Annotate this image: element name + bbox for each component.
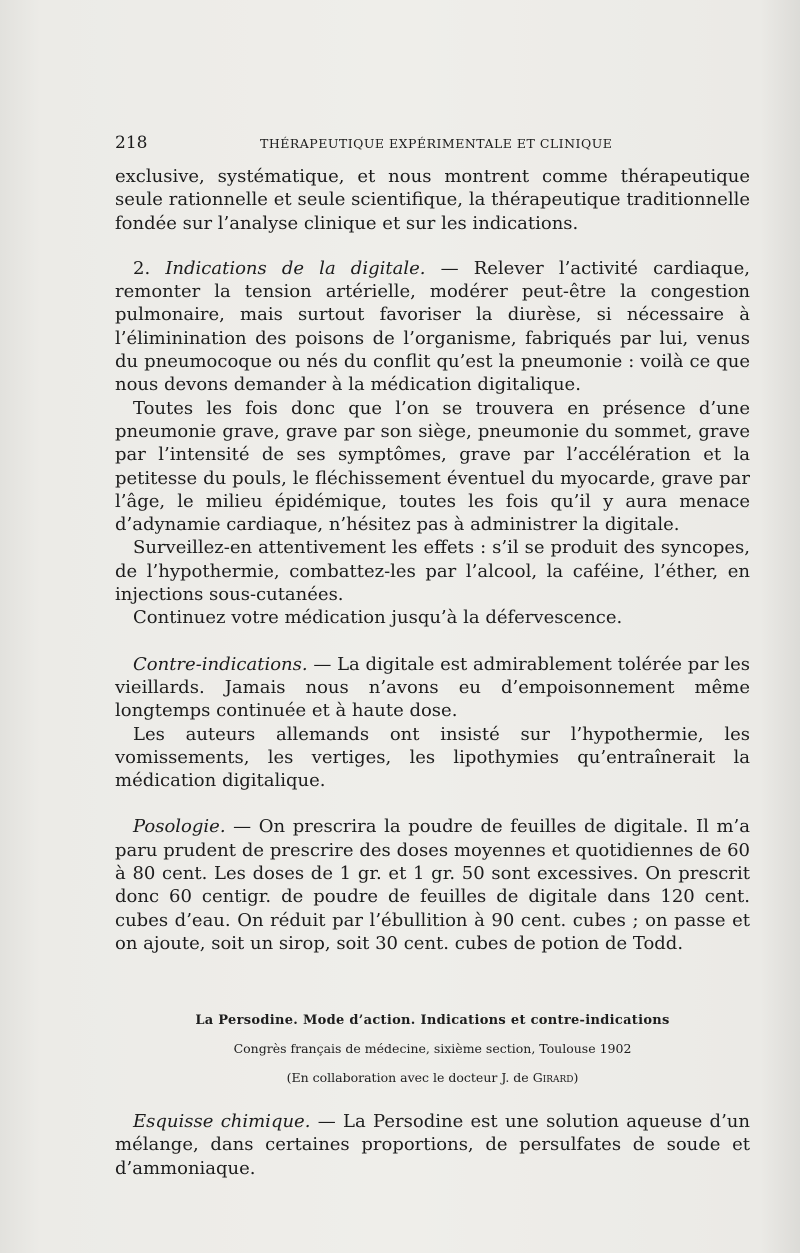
- main-text: [115, 165, 750, 955]
- page-number: 218: [115, 133, 148, 153]
- contre-indications-text: — La digitale est admirablement tolérée par les vieillards. Jamais nous n’avons eu d’empoisonnement même longtemps continuée et à haute dose.: [115, 653, 750, 722]
- paragraph-continuation-medication: Continuez votre médication jusqu’à la défervescence.: [133, 607, 623, 629]
- paragraph-pneumonie: Toutes les fois donc que l’on se trouvera en présence d’une pneumonie grave, grave par son siège, pneumonie du sommet, grave par l’intensité de ses symptômes, grave par l’accélération et la petitesse du pouls, le fléchissement éventuel du myocarde, grave par l’âge, le milieu épidémique, toutes les fois qu’il y aura menace d’adynamie cardiaque, n’hésitez pas à administrer la digitale.: [115, 397, 750, 536]
- indications-text: — Relever l’activité cardiaque, remonter la tension artérielle, modérer peut-être la congestion pulmonaire, mais surtout favoriser la diurèse, si nécessaire à l’éliminination des poisons de l’organisme, fabriqués par lui, venus du pneumocoque ou nés du conflit qu’est la pneumonie : voilà ce que nous devons demander à la médication digitalique.: [115, 257, 750, 396]
- esquisse-heading: Esquisse chimique.: [133, 1111, 311, 1132]
- collab-prefix: (En collaboration avec le docteur J. de: [286, 1070, 533, 1085]
- running-title: THÉRAPEUTIQUE EXPÉRIMENTALE ET CLINIQUE: [260, 136, 613, 151]
- posologie-text: — On prescrira la poudre de feuilles de digitale. Il m’a paru prudent de prescrire des doses moyennes et quotidiennes de 60 à 80 cent. Les doses de 1 gr. et 1 gr. 50 sont excessives. On prescrit donc 60 centigr. de poudre de feuilles de digitale dans 120 cent. cubes d’eau. On réduit par l’ébullition à 90 cent. cubes ; on passe et on ajoute, soit un sirop, soit 30 cent. cubes de potion de Todd.: [115, 816, 750, 954]
- indications-heading: Indications de la digitale.: [165, 257, 426, 279]
- paragraph-auteurs: Les auteurs allemands ont insisté sur l’hypothermie, les vomissements, les vertiges, les lipothymies qu’entraînerait la médication digitalique.: [115, 723, 750, 792]
- section-number: 2.: [133, 257, 151, 279]
- paragraph-continuation: exclusive, systématique, et nous montrent comme thérapeutique seule rationnelle et seule scientifique, la thérapeutique traditionnelle fondée sur l’analyse clinique et sur les indications.: [115, 166, 750, 234]
- persodine-text: [115, 1110, 750, 1180]
- page-header: [115, 133, 750, 155]
- posologie-heading: Posologie.: [133, 816, 226, 838]
- paragraph-surveillance: Surveillez-en attentivement les effets : s’il se produit des syncopes, de l’hypothermie, combattez-les par l’alcool, la caféine, l’éther, en injections sous-cutanées.: [115, 537, 750, 606]
- collab-suffix: ): [573, 1070, 579, 1085]
- paragraph-esquisse: [115, 1110, 750, 1180]
- section-subtitle: Congrès français de médecine, sixième section, Toulouse 1902: [233, 1041, 632, 1056]
- paragraph-indications: [115, 257, 750, 397]
- section-title: La Persodine. Mode d’action. Indications et contre-indications: [195, 1013, 670, 1028]
- collab-name: Girard: [532, 1070, 574, 1085]
- paragraph-contre-indications: [115, 653, 750, 723]
- contre-indications-heading: Contre-indications.: [133, 653, 308, 675]
- paragraph-posologie: [115, 815, 750, 955]
- esquisse-text: — La Persodine est une solution aqueuse d’un mélange, dans certaines proportions, de persulfates de soude et d’ammoniaque.: [115, 1111, 750, 1179]
- section-collaboration: [115, 1070, 750, 1085]
